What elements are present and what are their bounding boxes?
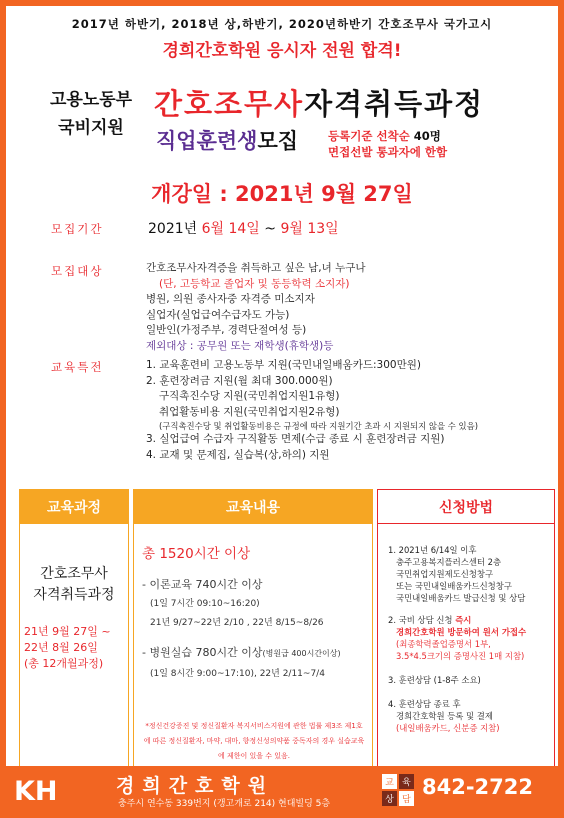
- course-table: [19, 489, 555, 767]
- school-address: 충주시 연수동 339번지 (갱고개로 214) 현대빌딩 5층: [118, 799, 331, 809]
- apply-step: 또는 국민내일배움카드신청창구: [396, 581, 512, 591]
- grid-cell: 교: [382, 774, 397, 789]
- apply-step-2-now: 즉시: [455, 615, 472, 625]
- header-content: 교육내용: [134, 490, 372, 524]
- target-line: (단, 고등학교 졸업자 및 동등학력 소지자): [159, 277, 350, 290]
- benefit-line: 3. 실업급여 수급자 구직활동 면제(수급 종료 시 훈련장려금 지원): [146, 433, 445, 445]
- course-name: [20, 564, 128, 606]
- apply-step: 경희간호학원 방문하여 원서 가접수: [396, 627, 527, 637]
- target-line: 간호조무사자격증을 취득하고 싶은 남,녀 누구나: [146, 262, 366, 274]
- side-red-1: 등록기준 선착순: [328, 129, 410, 143]
- benefit-line: 구직촉진수당 지원(국민취업지원1유형): [159, 390, 340, 402]
- consult-grid-icon: [382, 774, 414, 806]
- recruit-period: [148, 218, 339, 238]
- apply-step: 국민취업지원제도신청창구: [396, 569, 494, 579]
- course-date-3: (총 12개월과정): [24, 657, 104, 670]
- header-course: 교육과정: [20, 490, 128, 524]
- apply-step: 3.5*4.5크기의 증명사진 1매 지참): [396, 651, 525, 661]
- period-end: 9월 13일: [280, 221, 339, 237]
- period-tilde: ~: [264, 221, 277, 237]
- side-red-2: 면접선발: [328, 145, 373, 159]
- label-recruit-period: 모집기간: [51, 222, 104, 236]
- gov-support-label: [46, 86, 136, 142]
- apply-step: (최종학력졸업증명서 1부,: [396, 639, 491, 649]
- course-dates: [24, 624, 128, 672]
- apply-body: [378, 524, 554, 766]
- course-body: [20, 524, 128, 766]
- benefit-line: 취업활동비용 지원(국민취업지원2유형): [159, 405, 340, 418]
- content-theory-dates: 21년 9/27~22년 2/10 , 22년 8/15~8/26: [150, 618, 324, 628]
- apply-step: 충주고용복지플러스센터 2층: [396, 557, 502, 567]
- gov-line-2: 국비지원: [58, 118, 124, 138]
- school-name: 경희간호학원: [116, 775, 275, 797]
- content-practice-time: (1일 8시간 9:00~17:10), 22년 2/11~7/4: [150, 669, 325, 679]
- apply-step: 경희간호학원 등록 및 결제: [396, 711, 493, 721]
- column-apply: [377, 489, 555, 767]
- label-recruit-target: 모집대상: [51, 264, 104, 278]
- gov-line-1: 고용노동부: [49, 90, 133, 110]
- target-line: 일반인(가정주부, 경력단절여성 등): [146, 324, 307, 336]
- course-date-2: 22년 8월 26일: [24, 641, 98, 654]
- apply-step: 4. 훈련상담 종료 후: [388, 699, 461, 709]
- grid-cell: 상: [382, 791, 397, 806]
- content-note: *정신건강증진 및 정신질환자 복지서비스지원에 관한 법률 제3조 제1호에 따른 정신질환자, 마약, 대마, 향정신성의약품 중독자의 경우 실습교육에 제한이 있을 수 있음.: [143, 722, 365, 760]
- apply-step-2: [388, 614, 550, 626]
- course-date-1: 21년 9월 27일 ~: [24, 625, 111, 638]
- apply-step: (내일배움카드, 신분증 지참): [396, 723, 500, 733]
- title-red: 간호조무사: [154, 87, 305, 121]
- exam-history: 2017년 하반기, 2018년 상,하반기, 2020년하반기 간호조무사 국가고시: [71, 17, 493, 31]
- benefit-line: (구직촉진수당 및 취업활동비용은 규정에 따라 지원기간 초과 시 지원되지 않을 수 있음): [159, 421, 478, 431]
- kh-logo-icon: [14, 773, 60, 805]
- opening-date: 개강일 : 2021년 9월 27일: [151, 182, 413, 206]
- content-theory-time: (1일 7시간 09:10~16:20): [150, 599, 260, 609]
- content-practice-main: - 병원실습 780시간 이상: [142, 646, 263, 659]
- apply-step-2-label: 2. 국비 상담 신청: [388, 615, 453, 625]
- logo-text: KH: [14, 776, 58, 805]
- content-practice: [142, 644, 366, 660]
- recruit-target-list: [146, 261, 366, 354]
- footer: [6, 766, 558, 812]
- period-start: 6월 14일: [201, 221, 260, 237]
- phone-number: 842-2722: [422, 775, 533, 799]
- target-line: 실업자(실업급여수급자도 가능): [146, 308, 290, 321]
- grid-cell: 담: [399, 791, 414, 806]
- content-total: 총 1520시간 이상: [142, 546, 251, 562]
- course-name-1: 간호조무사: [40, 566, 108, 582]
- target-line: 병원, 의원 종사자중 자격증 미소지자: [146, 293, 315, 305]
- content-practice-sub: (병원급 400시간이상): [262, 649, 341, 658]
- content-details: [142, 542, 366, 764]
- subtitle-purple: 직업훈련생: [156, 129, 258, 153]
- label-benefits: 교육특전: [51, 360, 104, 374]
- benefit-line: 1. 교육훈련비 고용노동부 지원(국민내일배움카드:300만원): [146, 359, 421, 371]
- title-black: 자격취득과정: [304, 87, 485, 121]
- side-num: 40명: [413, 129, 441, 143]
- apply-step: 국민내일배움카드 발급신청 및 상담: [396, 593, 526, 603]
- apply-steps: [388, 544, 550, 734]
- grid-cell: 육: [399, 774, 414, 789]
- period-prefix: 2021년: [148, 221, 198, 237]
- benefit-line: 4. 교재 및 문제집, 실습복(상,하의) 지원: [146, 448, 330, 461]
- content-theory: - 이론교육 740시간 이상: [142, 578, 263, 591]
- course-name-2: 자격취득과정: [33, 587, 115, 603]
- benefit-line: 2. 훈련장려금 지원(월 최대 300.000원): [146, 374, 333, 387]
- column-content: [133, 489, 373, 767]
- apply-step: 1. 2021년 6/14일 이후: [388, 545, 477, 555]
- sub-title: [156, 125, 298, 155]
- header-apply: 신청방법: [378, 490, 554, 524]
- column-course: [19, 489, 129, 767]
- benefits-list: [146, 358, 541, 463]
- apply-step-3: 3. 훈련상담 (1-8주 소요): [388, 675, 481, 685]
- side-black-2: 통과자에 한함: [376, 145, 448, 159]
- content-body: [134, 524, 372, 766]
- subtitle-black: 모집: [257, 129, 299, 153]
- pass-headline: 경희간호학원 응시자 전원 합격!: [162, 41, 402, 61]
- target-line: 제외대상 : 공무원 또는 재학생(휴학생)등: [146, 339, 334, 352]
- main-title: [154, 82, 484, 123]
- enrollment-notes: [328, 128, 447, 160]
